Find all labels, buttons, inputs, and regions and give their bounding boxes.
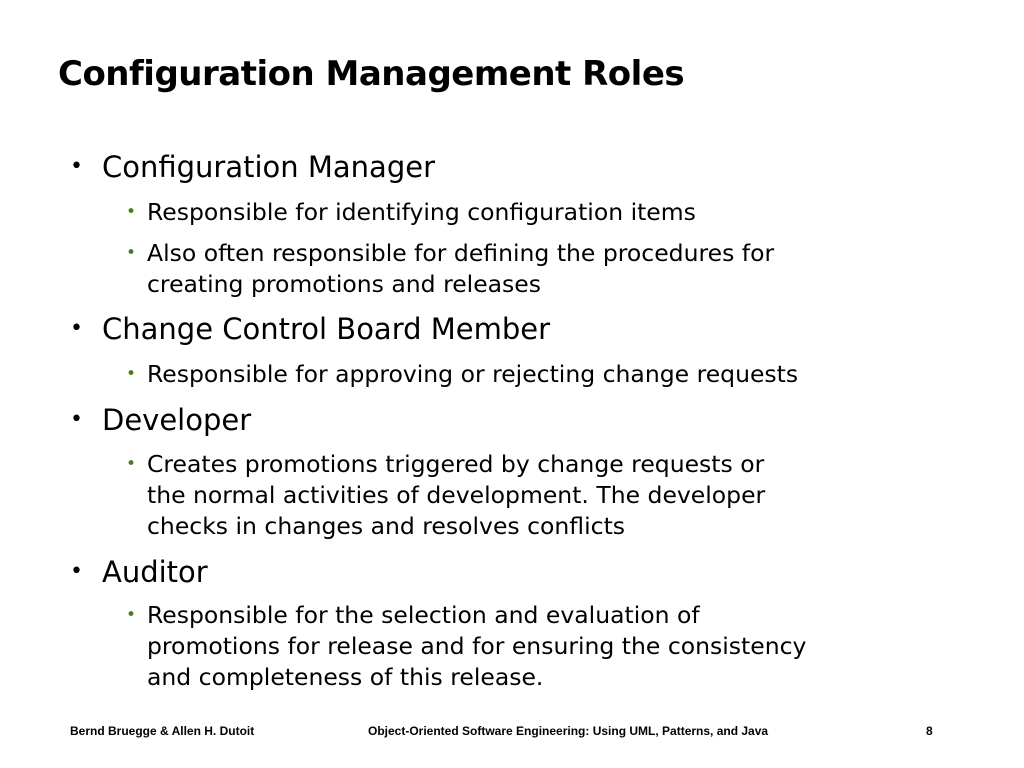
bullet-developer: • Developer [102,403,251,437]
slide-title: Configuration Management Roles [58,54,685,94]
sub-bullet [147,359,798,390]
sub-bullet-line: and completeness of this release. [147,663,544,691]
footer-book-title: Object-Oriented Software Engineering: Using UML, Patterns, and Java [368,724,769,738]
sub-bullet-line: • Responsible for approving or rejecting change requests [147,360,799,388]
sub-bullet [147,238,774,300]
sub-bullet-line: checks in changes and resolves conflicts [147,512,626,540]
page-number: 8 [926,724,933,738]
sub-bullet-line: • Also often responsible for defining the procedures for [147,239,775,267]
sub-bullet-line: • Responsible for identifying configuration items [147,198,696,226]
sub-bullet-line: • Responsible for the selection and evaluation of [147,601,700,629]
sub-bullet [147,449,765,542]
bullet-change-control-board-member: • Change Control Board Member [102,312,550,346]
sub-bullet-line: creating promotions and releases [147,270,542,298]
footer-authors: Bernd Bruegge & Allen H. Dutoit [70,724,255,738]
sub-bullet-line: • Creates promotions triggered by change requests or [147,450,765,478]
sub-bullet [147,600,806,693]
sub-bullet [147,197,696,228]
bullet-auditor: • Auditor [102,555,208,589]
sub-bullet-line: the normal activities of development. The developer [147,481,766,509]
bullet-configuration-manager: • Configuration Manager [102,150,435,184]
sub-bullet-line: promotions for release and for ensuring the consistency [147,632,807,660]
